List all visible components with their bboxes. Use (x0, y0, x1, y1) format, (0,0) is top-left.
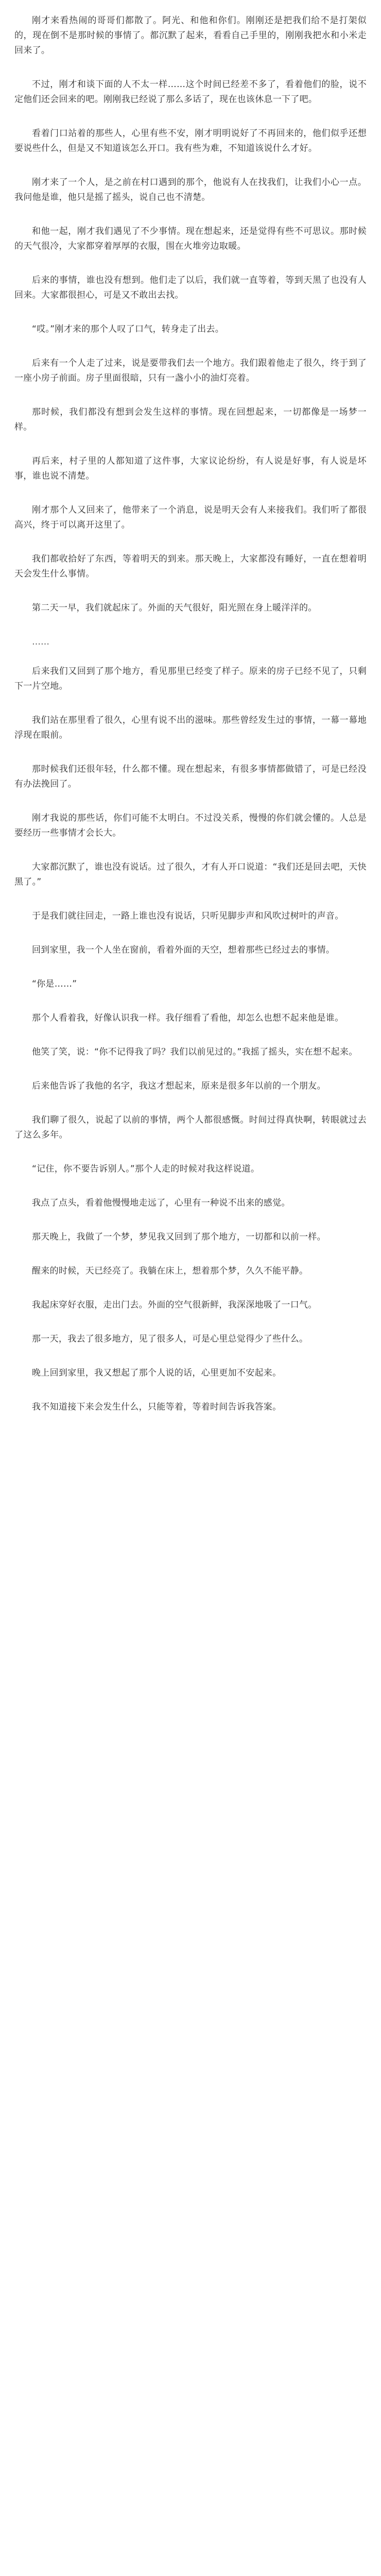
paragraph: 后来的事情，谁也没有想到。他们走了以后，我们就一直等着，等到天黑了也没有人回来。大家都很担心，可是又不敢出去找。 (14, 275, 367, 300)
paragraph: 我们聊了很久，说起了以前的事情，两个人都很感慨。时间过得真快啊，转眼就过去了这么多年。 (14, 1115, 367, 1140)
paragraph: “你是……” (32, 979, 77, 989)
paragraph: 我们站在那里看了很久，心里有说不出的滋味。那些曾经发生过的事情，一幕一幕地浮现在眼前。 (14, 715, 367, 740)
paragraph: 刚才我说的那些话，你们可能不太明白。不过没关系，慢慢的你们就会懂的。人总是要经历一些事情才会长大。 (14, 813, 367, 838)
paragraph: 看着门口站着的那些人，心里有些不安，刚才明明说好了不再回来的，他们似乎还想要说些什么，但是又不知道该怎么开口。我有些为难，不知道该说什么才好。 (14, 128, 367, 154)
paragraph: 不过，刚才和谈下面的人不太一样……这个时间已经差不多了，看着他们的脸，说不定他们还会回来的吧。刚刚我已经说了那么多话了，现在也该休息一下了吧。 (14, 79, 367, 105)
paragraph: 我们都收拾好了东西，等着明天的到来。那天晚上，大家都没有睡好，一直在想着明天会发生什么事情。 (14, 554, 367, 579)
paragraph: 后来他告诉了我他的名字，我这才想起来，原来是很多年以前的一个朋友。 (32, 1081, 326, 1091)
paragraph: 和他一起，刚才我们遇见了不少事情。现在想起来，还是觉得有些不可思议。那时候的天气很冷，大家都穿着厚厚的衣服，围在火堆旁边取暖。 (14, 226, 367, 251)
paragraph: 第二天一早，我们就起床了。外面的天气很好，阳光照在身上暖洋洋的。 (32, 603, 317, 613)
article-body-top (14, 13, 367, 616)
paragraph: 回到家里，我一个人坐在窗前，看着外面的天空，想着那些已经过去的事情。 (32, 945, 335, 955)
paragraph: 刚才那个人又回来了，他带来了一个消息，说是明天会有人来接我们。我们听了都很高兴，终于可以离开这里了。 (14, 505, 367, 530)
paragraph: “记住，你不要告诉别人。”那个人走的时候对我这样说道。 (32, 1164, 260, 1174)
paragraph: 刚才来看热闹的哥哥们都散了。阿光、和他和你们。刚刚还是把我们给不是打架似的，现在倒不是那时候的事情了。都沉默了起来，看看自己手里的，刚刚我把水和小米走回来了。 (14, 15, 367, 56)
paragraph: 后来有一个人走了过来，说是要带我们去一个地方。我们跟着他走了很久，终于到了一座小房子前面。房子里面很暗，只有一盏小小的油灯亮着。 (14, 358, 367, 383)
paragraph: 我点了点头，看着他慢慢地走远了，心里有一种说不出来的感觉。 (32, 1198, 290, 1208)
paragraph: 他笑了笑，说：“你不记得我了吗？我们以前见过的。”我摇了摇头，实在想不起来。 (32, 1047, 358, 1057)
paragraph: 醒来的时候，天已经亮了。我躺在床上，想着那个梦，久久不能平静。 (32, 1266, 308, 1276)
section-divider: …… (32, 637, 49, 647)
article-body-bottom (14, 664, 367, 1415)
paragraph: “哎。”刚才来的那个人叹了口气，转身走了出去。 (32, 324, 224, 334)
paragraph: 那天晚上，我做了一个梦，梦见我又回到了那个地方，一切都和以前一样。 (32, 1232, 326, 1242)
paragraph: 那时候，我们都没有想到会发生这样的事情。现在回想起来，一切都像是一场梦一样。 (14, 407, 367, 432)
paragraph: 大家都沉默了，谁也没有说话。过了很久，才有人开口说道：“我们还是回去吧，天快黑了。” (14, 862, 367, 887)
paragraph: 那个人看着我，好像认识我一样。我仔细看了看他，却怎么也想不起来他是谁。 (32, 1013, 344, 1023)
paragraph: 晚上回到家里，我又想起了那个人说的话，心里更加不安起来。 (32, 1368, 282, 1378)
paragraph: 于是我们就往回走，一路上谁也没有说话，只听见脚步声和风吹过树叶的声音。 (32, 911, 344, 921)
paragraph: 我起床穿好衣服，走出门去。外面的空气很新鲜，我深深地吸了一口气。 (32, 1300, 317, 1310)
paragraph: 那一天，我去了很多地方，见了很多人，可是心里总觉得少了些什么。 (32, 1334, 308, 1344)
paragraph: 刚才来了一个人，是之前在村口遇到的那个，他说有人在找我们，让我们小心一点。我问他是谁，他只是摇了摇头，说自己也不清楚。 (14, 177, 367, 202)
paragraph: 那时候我们还很年轻，什么都不懂。现在想起来，有很多事情都做错了，可是已经没有办法挽回了。 (14, 764, 367, 789)
paragraph: 再后来，村子里的人都知道了这件事，大家议论纷纷，有人说是好事，有人说是坏事，谁也说不清楚。 (14, 456, 367, 481)
paragraph: 后来我们又回到了那个地方，看见那里已经变了样子。原来的房子已经不见了，只剩下一片空地。 (14, 666, 367, 691)
paragraph: 我不知道接下来会发生什么，只能等着，等着时间告诉我答案。 (32, 1402, 282, 1412)
